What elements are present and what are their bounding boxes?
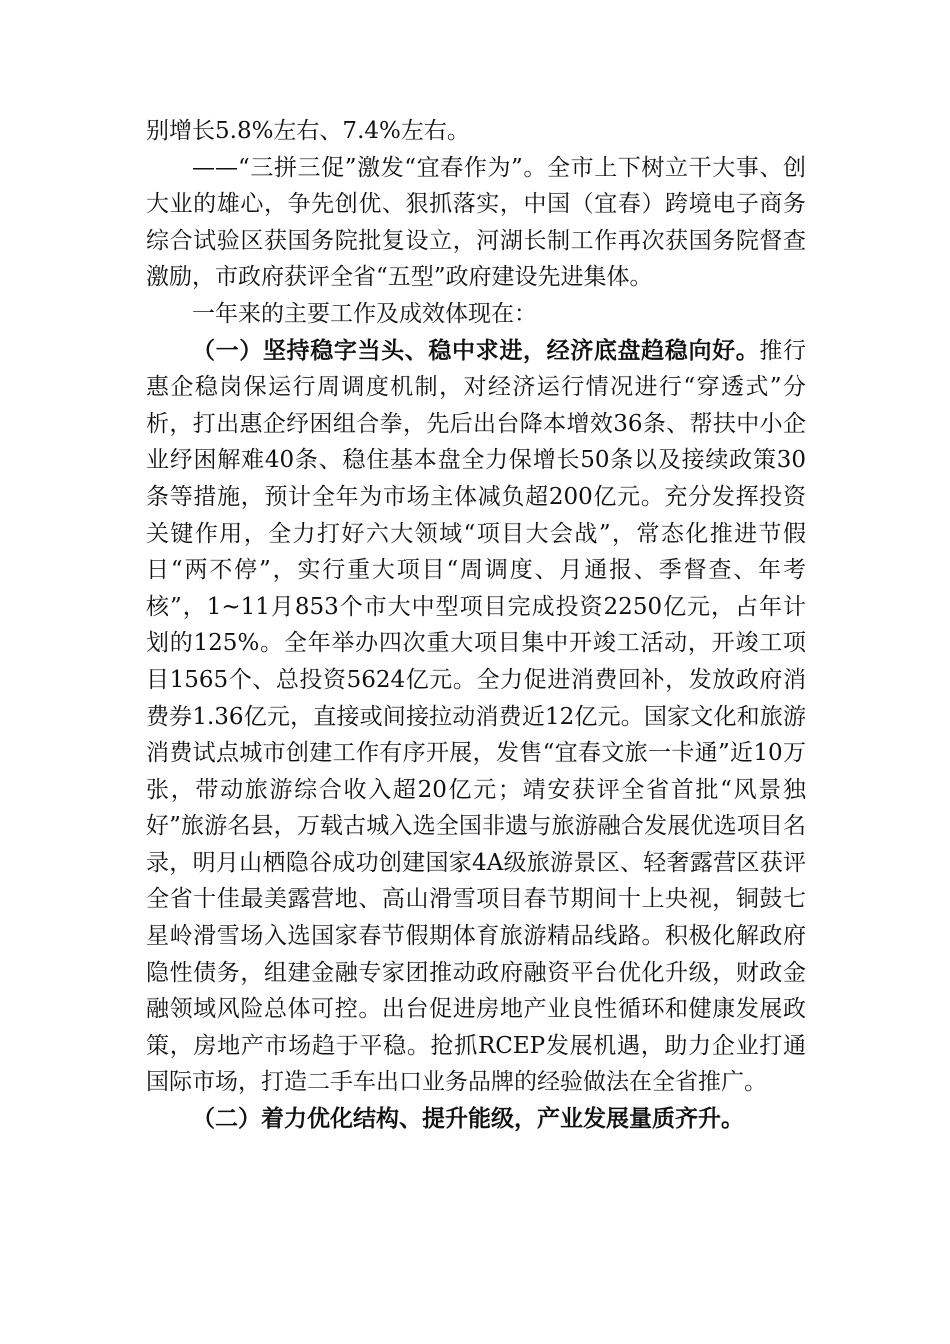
document-body: [146, 113, 806, 1138]
section-1-body: 推行惠企稳岗保运行周调度机制，对经济运行情况进行“穿透式”分析，打出惠企纾困组合拳，先后出台降本增效36条、帮扶中小企业纾困解难40条、稳住基本盘全力保增长50条以及接续政策30条等措施，预计全年为市场主体减负超200亿元。充分发挥投资关键作用，全力打好六大领域“项目大会战”，常态化推进节假日“两不停”，实行重大项目“周调度、月通报、季督查、年考核”，1~11月853个市大中型项目完成投资2250亿元，占年计划的125%。全年举办四次重大项目集中开竣工活动，开竣工项目1565个、总投资5624亿元。全力促进消费回补，发放政府消费券1.36亿元，直接或间接拉动消费近12亿元。国家文化和旅游消费试点城市创建工作有序开展，发售“宜春文旅一卡通”近10万张，带动旅游综合收入超20亿元；靖安获评全省首批“风景独好”旅游名县，万载古城入选全国非遗与旅游融合发展优选项目名录，明月山栖隐谷成功创建国家4A级旅游景区、轻奢露营区获评全省十佳最美露营地、高山滑雪项目春节期间十上央视，铜鼓七星岭滑雪场入选国家春节假期体育旅游精品线路。积极化解政府隐性债务，组建金融专家团推动政府融资平台优化升级，财政金融领域风险总体可控。出台促进房地产业良性循环和健康发展政策，房地产市场趋于平稳。抢抓RCEP发展机遇，助力企业打通国际市场，打造二手车出口业务品牌的经验做法在全省推广。: [146, 337, 807, 1096]
paragraph-section-2: [146, 1101, 806, 1138]
paragraph-continuation: 别增长5.8%左右、7.4%左右。: [146, 118, 470, 144]
section-1-heading: （一）坚持稳字当头、稳中求进，经济底盘趋稳向好。: [192, 336, 760, 364]
section-2-heading: （二）着力优化结构、提升能级，产业发展量质齐升。: [192, 1105, 744, 1133]
paragraph-intro: 一年来的主要工作及成效体现在：: [192, 300, 537, 327]
paragraph-section-1: [146, 333, 806, 1101]
paragraph-sanpin-sancu: ——“三拼三促”激发“宜春作为”。全市上下树立干大事、创大业的雄心，争先创优、狠抓落实，中国（宜春）跨境电子商务综合试验区获国务院批复设立，河湖长制工作再次获国务院督查激励，市政府获评全省“五型”政府建设先进集体。: [146, 154, 806, 291]
